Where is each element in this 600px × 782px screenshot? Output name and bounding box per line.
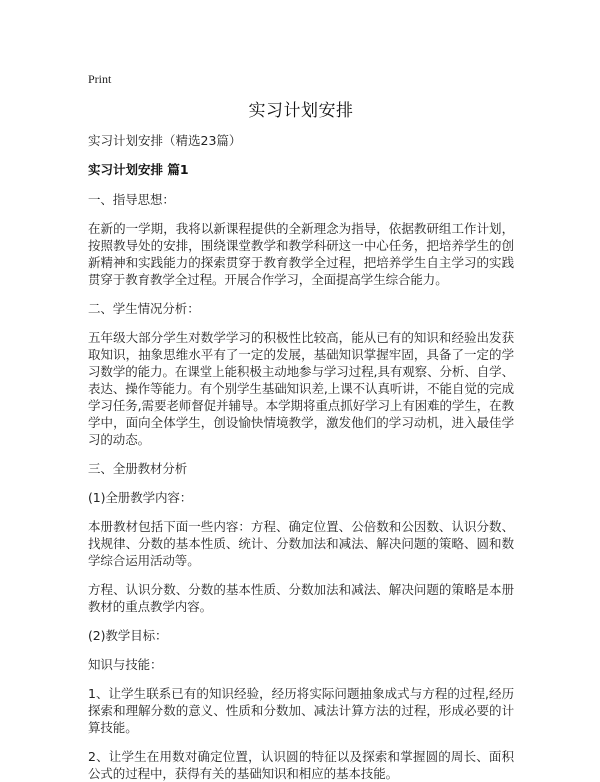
section-heading-student-analysis: 二、学生情况分析：: [88, 301, 200, 316]
article-heading: 实习计划安排 篇1: [88, 162, 189, 177]
list-item-goal-1: 1、让学生联系已有的知识经验，经历将实际问题抽象成式与方程的过程,经历探索和理解分数的意义、性质和分数加、减法计算方法的过程，形成必要的计算技能。: [88, 686, 514, 735]
subheading-teaching-goals: (2)教学目标：: [88, 628, 168, 643]
paragraph-teaching-content: 本册教材包括下面一些内容：方程、确定位置、公倍数和公因数、认识分数、找规律、分数的基本性质、统计、分数加法和减法、解决问题的策略、圆和数学综合运用活动等。: [88, 519, 514, 568]
page-title: 实习计划安排: [248, 101, 354, 121]
list-item-goal-2: 2、让学生在用数对确定位置，认识圆的特征以及探索和掌握圆的周长、面积公式的过程中，获得有关的基础知识和相应的基本技能。: [88, 749, 514, 781]
document-page: [88, 72, 514, 782]
print-label[interactable]: Print: [88, 72, 112, 86]
document-subtitle: 实习计划安排（精选23篇）: [88, 133, 242, 148]
section-heading-guiding-ideology: 一、指导思想：: [88, 192, 175, 207]
section-heading-textbook-analysis: 三、全册教材分析: [88, 461, 188, 476]
paragraph-guiding-ideology: 在新的一学期，我将以新课程提供的全新理念为指导，依据教研组工作计划，按照教导处的安排，围绕课堂教学和教学科研这一中心任务，把培养学生的创新精神和实践能力的探索贯穿于教育教学全过程，把培养学生自主学习的实践贯穿于教育教学全过程。开展合作学习，全面提高学生综合能力。: [88, 221, 514, 287]
paragraph-key-content: 方程、认识分数、分数的基本性质、分数加法和减法、解决问题的策略是本册教材的重点教学内容。: [88, 582, 514, 614]
label-knowledge-skills: 知识与技能：: [88, 657, 163, 672]
subheading-teaching-content: (1)全册教学内容：: [88, 490, 193, 505]
paragraph-student-analysis: 五年级大部分学生对数学学习的积极性比较高，能从已有的知识和经验出发获取知识，抽象思维水平有了一定的发展，基础知识掌握牢固，具备了一定的学习数学的能力。在课堂上能积极主动地参与学习过程,具有观察、分析、自学、表达、操作等能力。有个别学生基础知识差,上课不认真听讲，不能自觉的完成学习任务,需要老师督促并辅导。本学期将重点抓好学习上有困难的学生，在教学中，面向全体学生，创设愉快情境教学，激发他们的学习动机，进入最佳学习的动态。: [88, 330, 514, 447]
